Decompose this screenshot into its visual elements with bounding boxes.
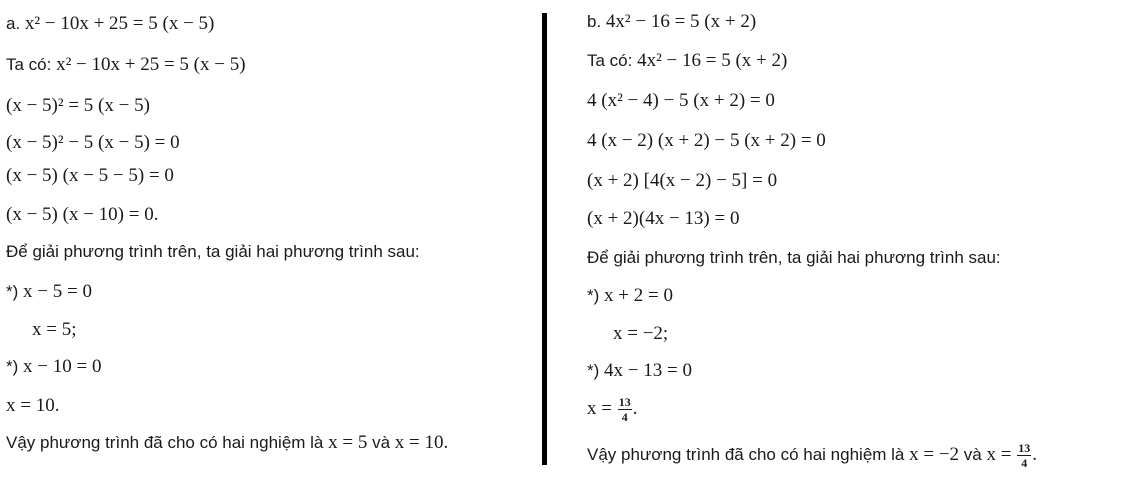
part-label: b.	[587, 12, 602, 31]
restated-equation: 4x² − 16 = 5 (x + 2)	[637, 50, 788, 71]
and-word: và	[372, 433, 391, 452]
step-b-1: 4 (x² − 4) − 5 (x + 2) = 0	[587, 90, 775, 111]
case-b-2	[587, 360, 692, 382]
case-b-1	[587, 285, 673, 307]
case-a-1	[6, 281, 92, 303]
step-b-3: (x + 2) [4(x − 2) − 5] = 0	[587, 170, 778, 191]
root-1: x = −2	[909, 443, 960, 465]
step-a-1: (x − 5)² = 5 (x − 5)	[6, 95, 150, 116]
period: .	[632, 397, 638, 419]
restate-b	[587, 50, 787, 72]
conclusion-a	[6, 432, 448, 454]
case-marker: *)	[587, 361, 600, 380]
fraction-numerator: 13	[618, 395, 631, 409]
problem-equation: x² − 10x + 25 = 5 (x − 5)	[24, 13, 215, 34]
case-a-1-solution: x = 5;	[32, 319, 77, 340]
solution-lhs: x =	[587, 397, 612, 419]
case-b-1-solution: x = −2;	[613, 323, 669, 344]
restated-equation: x² − 10x + 25 = 5 (x − 5)	[56, 54, 246, 75]
solve-intro-b: Để giải phương trình trên, ta giải hai phương trình sau:	[587, 248, 1001, 267]
case-equation: x − 10 = 0	[23, 356, 102, 377]
case-equation: x + 2 = 0	[604, 285, 673, 306]
and-word: và	[963, 444, 982, 464]
intro-text: Ta có:	[6, 55, 52, 74]
step-b-4: (x + 2)(4x − 13) = 0	[587, 208, 740, 229]
case-marker: *)	[6, 282, 19, 301]
column-divider	[542, 13, 547, 465]
case-a-2-solution: x = 10.	[6, 395, 60, 416]
step-a-4: (x − 5) (x − 10) = 0.	[6, 204, 159, 225]
restate-a	[6, 54, 246, 76]
fraction-denominator: 4	[1021, 456, 1028, 470]
case-marker: *)	[587, 286, 600, 305]
solve-intro-a: Để giải phương trình trên, ta giải hai phương trình sau:	[6, 242, 420, 261]
root-1: x = 5	[328, 432, 368, 453]
case-marker: *)	[6, 357, 19, 376]
intro-text: Ta có:	[587, 51, 633, 70]
conclusion-b	[587, 442, 1037, 469]
root-2: x = 10.	[394, 432, 449, 453]
problem-equation: 4x² − 16 = 5 (x + 2)	[605, 11, 757, 32]
problem-a	[6, 13, 214, 35]
fraction-13-4	[1017, 442, 1031, 469]
fraction-denominator: 4	[621, 410, 628, 424]
fraction-13-4	[618, 396, 632, 423]
problem-b	[587, 11, 756, 33]
step-a-3: (x − 5) (x − 5 − 5) = 0	[6, 165, 174, 186]
case-a-2	[6, 356, 101, 378]
step-b-2: 4 (x − 2) (x + 2) − 5 (x + 2) = 0	[587, 130, 826, 151]
part-label: a.	[6, 14, 21, 33]
period: .	[1032, 443, 1037, 465]
fraction-numerator: 13	[1018, 441, 1031, 455]
conclusion-text: Vậy phương trình đã cho có hai nghiệm là	[6, 433, 324, 452]
root-2-lhs: x =	[986, 443, 1012, 465]
case-equation: 4x − 13 = 0	[604, 360, 692, 381]
case-b-2-solution	[587, 396, 637, 423]
conclusion-text: Vậy phương trình đã cho có hai nghiệm là	[587, 444, 905, 464]
step-a-2: (x − 5)² − 5 (x − 5) = 0	[6, 132, 180, 153]
case-equation: x − 5 = 0	[23, 281, 92, 302]
